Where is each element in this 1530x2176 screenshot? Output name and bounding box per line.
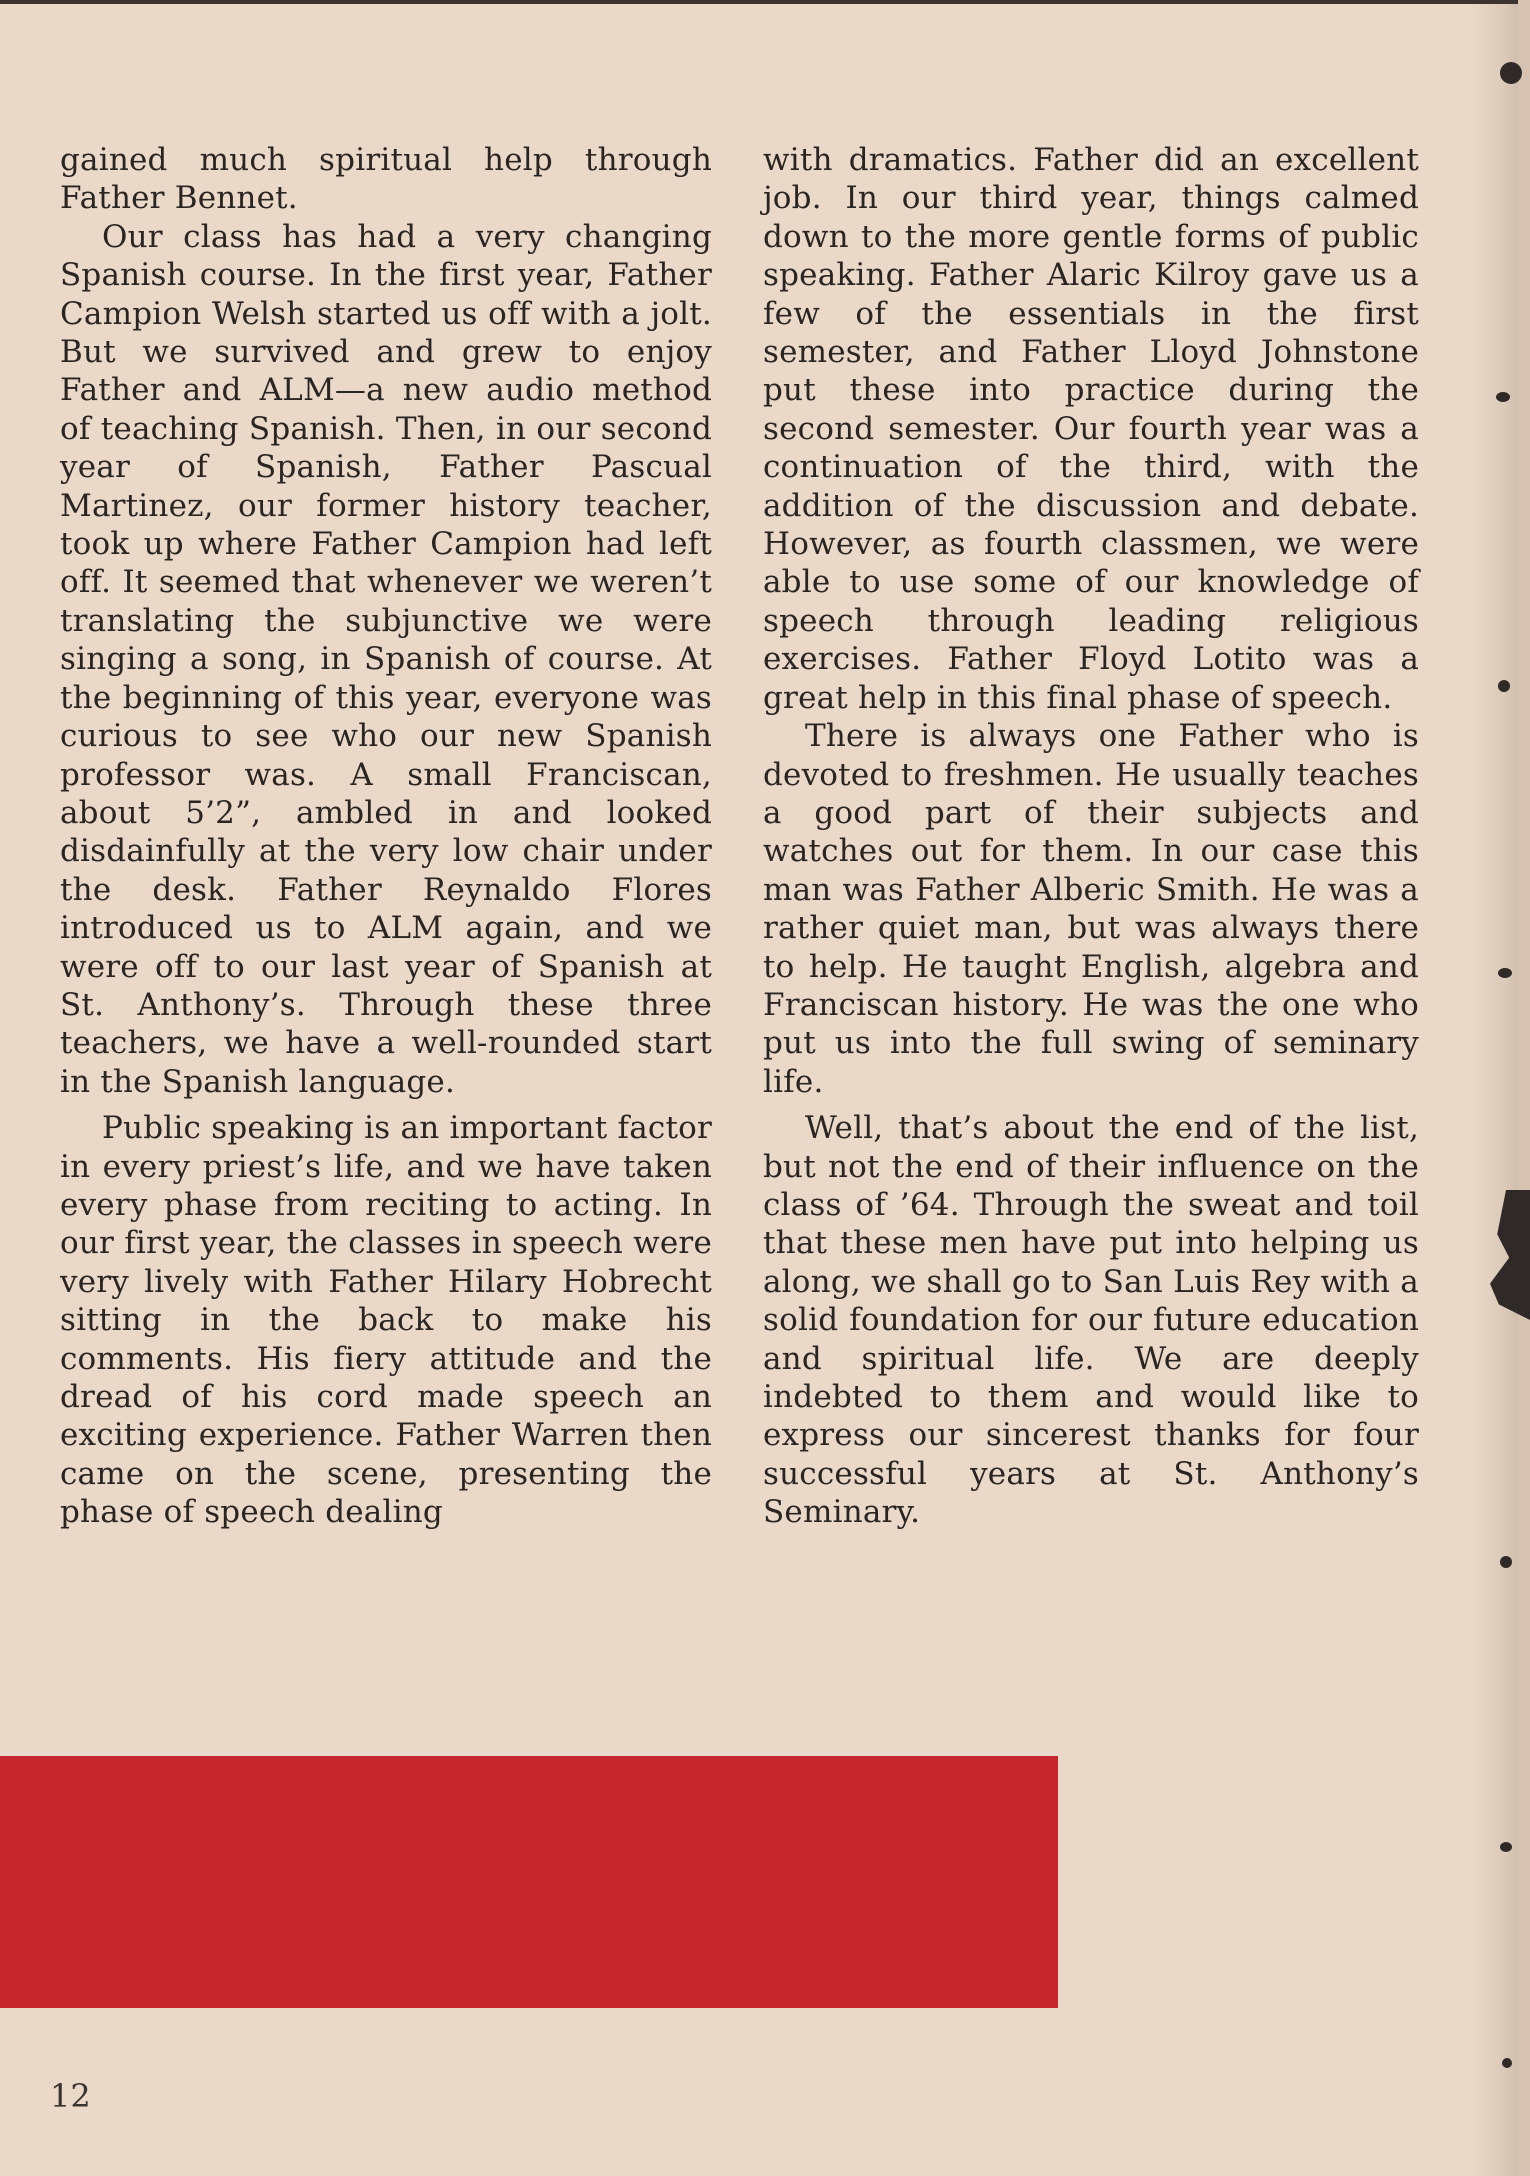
- binding-hole-mark-3: [1498, 680, 1510, 692]
- top-edge-rule: [0, 0, 1530, 4]
- right-paragraph-2: There is always one Father who is devoted to freshmen. He usually teaches a good part of their subjects and watches out for them. In our case this man was Father Alberic Smith. He was a rather quiet man, but was always there to help. He taught English, algebra and Franciscan history. He was the one who put us into the full swing of seminary life.: [763, 718, 1419, 1100]
- torn-edge-mark: [1490, 1190, 1530, 1320]
- binding-hole-mark-5: [1500, 1556, 1512, 1568]
- left-paragraph-1: gained much spiritual help through Father Bennet.: [60, 142, 712, 217]
- binding-hole-mark-7: [1502, 2058, 1512, 2068]
- binding-hole-mark-6: [1500, 1842, 1512, 1852]
- page-edge-shadow: [1518, 0, 1530, 2176]
- binding-hole-mark-2: [1496, 392, 1510, 402]
- right-paragraph-1: with dramatics. Father did an excellent job. In our third year, things calmed down to the more gentle forms of public speaking. Father Alaric Kilroy gave us a few of the essentials in the first semester, and Father Lloyd Johnstone put these into practice during the second semester. Our fourth year was a continuation of the third, with the addition of the discussion and debate. However, as fourth classmen, we were able to use some of our knowledge of speech through leading religious exercises. Father Floyd Lotito was a great help in this final phase of speech.: [763, 142, 1419, 716]
- page-number: 12: [50, 2077, 91, 2115]
- left-paragraph-2: Our class has had a very changing Spanish course. In the first year, Father Campion Welsh started us off with a jolt. But we survived and grew to enjoy Father and ALM—a new audio method of teaching Spanish. Then, in our second year of Spanish, Father Pascual Martinez, our former history teacher, took up where Father Campion had left off. It seemed that whenever we weren’t translating the subjunctive we were singing a song, in Spanish of course. At the beginning of this year, everyone was curious to see who our new Spanish professor was. A small Franciscan, about 5’2”, ambled in and looked disdainfully at the very low chair under the desk. Father Reynaldo Flores introduced us to ALM again, and we were off to our last year of Spanish at St. Anthony’s. Through these three teachers, we have a well-rounded start in the Spanish language.: [60, 218, 712, 1100]
- right-paragraph-3: Well, that’s about the end of the list, but not the end of their influence on the class of ’64. Through the sweat and toil that these men have put into helping us along, we shall go to San Luis Rey with a solid foundation for our future education and spiritual life. We are deeply indebted to them and would like to express our sincerest thanks for four successful years at St. Anthony’s Seminary.: [763, 1110, 1419, 1531]
- right-text-column: [763, 141, 1419, 1532]
- binding-hole-mark-4: [1498, 968, 1512, 978]
- left-text-column: [60, 141, 712, 1532]
- red-color-block: [0, 1756, 1058, 2008]
- left-paragraph-3: Public speaking is an important factor in every priest’s life, and we have taken every phase from reciting to acting. In our first year, the classes in speech were very lively with Father Hilary Hobrecht sitting in the back to make his comments. His fiery attitude and the dread of his cord made speech an exciting experience. Father Warren then came on the scene, presenting the phase of speech dealing: [60, 1110, 712, 1531]
- binding-hole-mark-1: [1500, 62, 1522, 84]
